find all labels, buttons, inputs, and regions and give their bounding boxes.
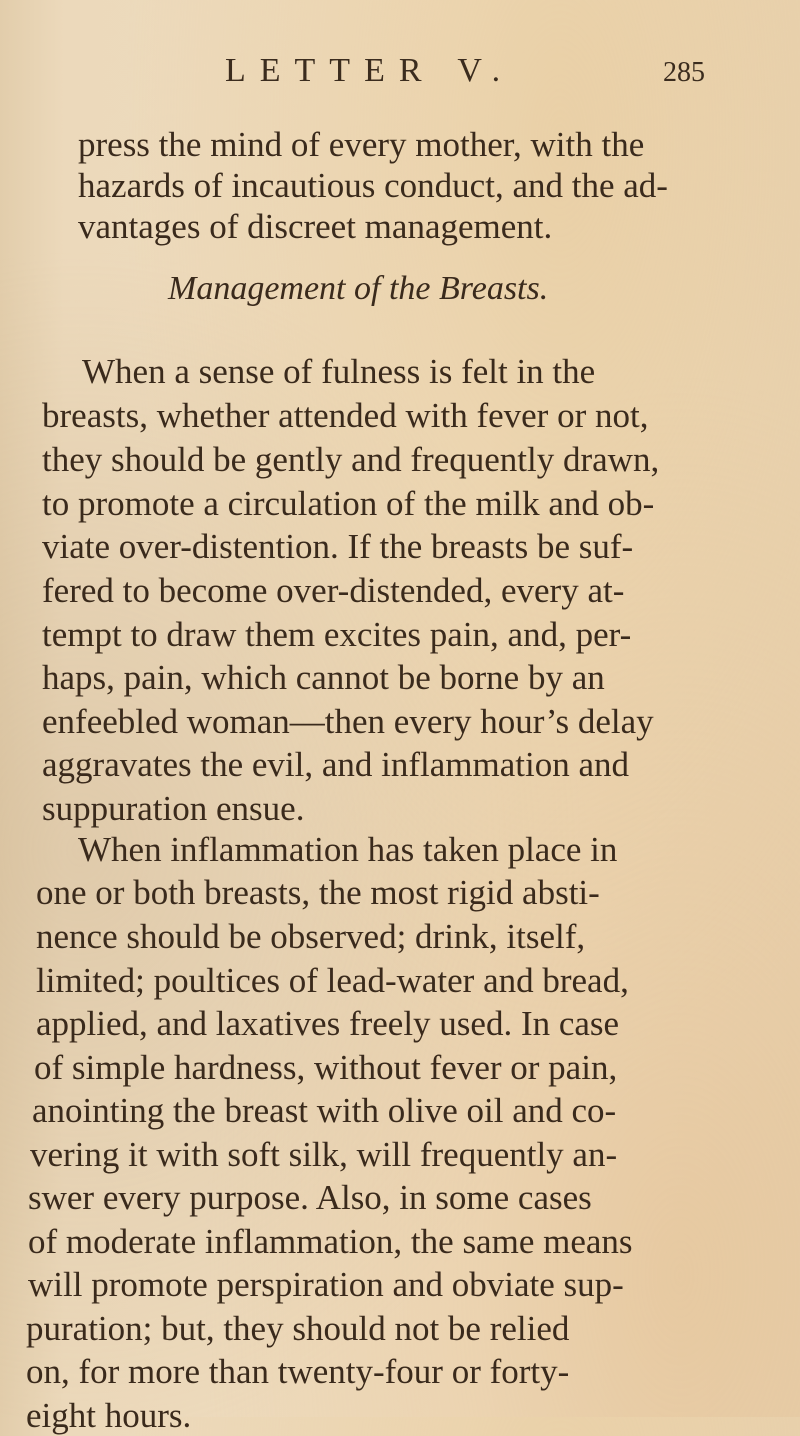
text-line: anointing the breast with olive oil and co-	[32, 1091, 617, 1130]
text-line: viate over-distention. If the breasts be suf-	[42, 527, 634, 566]
text-line: When a sense of fulness is felt in the	[82, 352, 596, 391]
text-line: hazards of incautious conduct, and the ad-	[78, 166, 668, 205]
running-head	[225, 52, 705, 90]
text-line: applied, and laxatives freely used. In case	[36, 1004, 620, 1043]
text-line: nence should be observed; drink, itself,	[36, 917, 586, 956]
text-line: puration; but, they should not be relied	[26, 1309, 570, 1348]
text-line: When inflammation has taken place in	[78, 830, 618, 869]
text-line: fered to become over-distended, every at-	[42, 571, 625, 610]
chapter-title: LETTER V.	[225, 52, 515, 89]
text-line: haps, pain, which cannot be borne by an	[42, 658, 605, 697]
text-line: breasts, whether attended with fever or not,	[42, 396, 649, 435]
text-line: vering it with soft silk, will frequently an-	[30, 1135, 618, 1174]
text-line: they should be gently and frequently drawn,	[42, 440, 660, 479]
text-line: vantages of discreet management.	[78, 207, 553, 246]
section-heading: Management of the Breasts.	[168, 270, 549, 307]
text-line: on, for more than twenty-four or forty-	[26, 1352, 570, 1391]
text-line: of simple hardness, without fever or pain,	[34, 1048, 618, 1087]
text-line: suppuration ensue.	[42, 789, 305, 828]
text-line: eight hours.	[26, 1396, 192, 1435]
text-line: swer every purpose. Also, in some cases	[28, 1178, 592, 1217]
text-line: tempt to draw them excites pain, and, per-	[42, 615, 632, 654]
page-number: 285	[663, 57, 705, 88]
text-line: will promote perspiration and obviate sup-	[28, 1265, 624, 1304]
text-line: limited; poultices of lead-water and bread,	[36, 961, 629, 1000]
text-line: one or both breasts, the most rigid absti-	[36, 873, 600, 912]
text-line: to promote a circulation of the milk and ob-	[42, 484, 655, 523]
text-line: of moderate inflammation, the same means	[28, 1222, 633, 1261]
text-line: aggravates the evil, and inflammation and	[42, 745, 630, 784]
text-line: enfeebled woman—then every hour’s delay	[42, 702, 654, 741]
text-line: press the mind of every mother, with the	[78, 125, 645, 164]
